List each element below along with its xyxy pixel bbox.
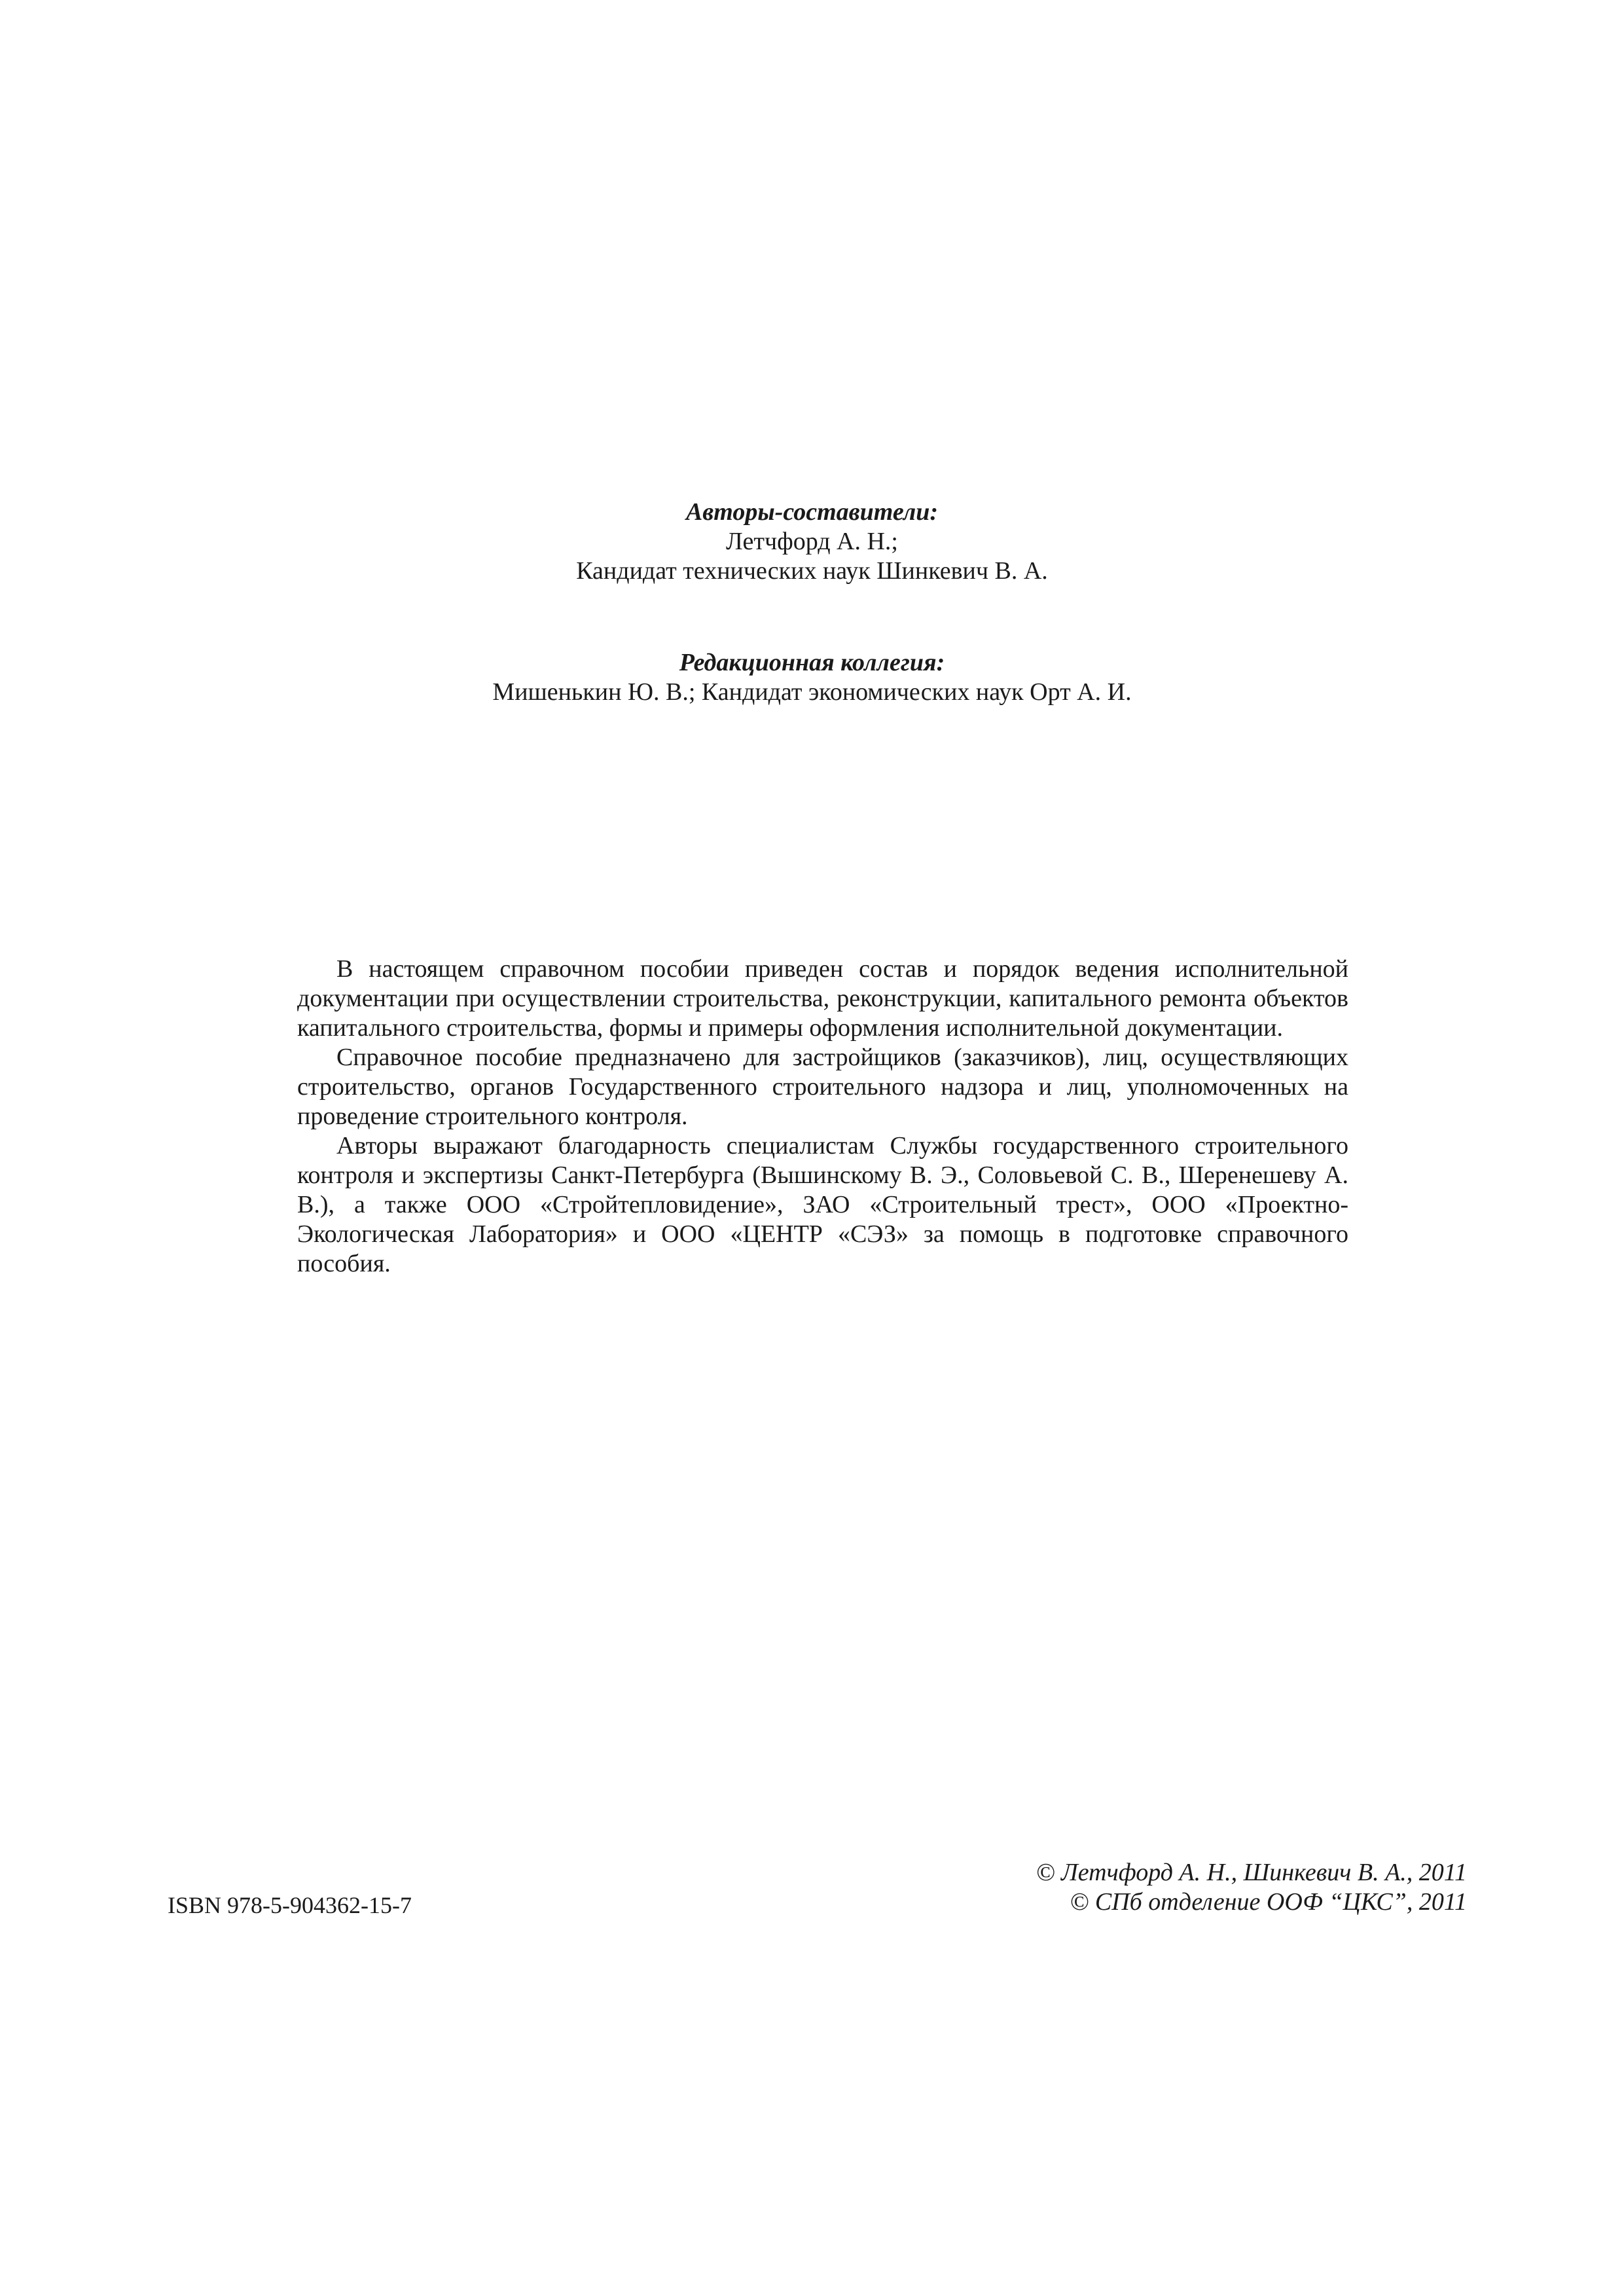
- abstract-paragraph: В настоящем справочном пособии приведен состав и порядок ведения исполнительной документации при осуществлении строительства, реконструкции, капитального ремонта объектов капитального строительства, формы и примеры оформления исполнительной документации.: [297, 955, 1348, 1042]
- authors-block: [0, 498, 1624, 586]
- editors-heading: Редакционная коллегия:: [679, 649, 945, 676]
- abstract-paragraph: Авторы выражают благодарность специалистам Службы государственного строительного контроля и экспертизы Санкт-Петербурга (Вышинскому В. Э., Соловьевой С. В., Шеренешеву А. В.), а также ООО «Стройтепловидение», ЗАО «Строительный трест», ООО «Проектно-Экологическая Лаборатория» и ООО «ЦЕНТР «СЭЗ» за помощь в подготовке справочного пособия.: [297, 1132, 1348, 1277]
- editor-line: Мишенькин Ю. В.; Кандидат экономических наук Орт А. И.: [492, 678, 1132, 706]
- copyright-line: © Летчфорд А. Н., Шинкевич В. А., 2011: [1036, 1859, 1467, 1886]
- authors-heading: Авторы-составители:: [685, 498, 939, 526]
- author-line: Кандидат технических наук Шинкевич В. А.: [576, 557, 1048, 585]
- copyright-line: © СПб отделение ООФ “ЦКС”, 2011: [1070, 1888, 1467, 1916]
- abstract-paragraph: Справочное пособие предназначено для застройщиков (заказчиков), лиц, осуществляющих строительство, органов Государственного строительного надзора и лиц, уполномоченных на проведение строительного контроля.: [297, 1044, 1348, 1130]
- abstract-text: [297, 955, 1348, 1279]
- author-line: Летчфорд А. Н.;: [726, 528, 898, 555]
- isbn-number: ISBN 978-5-904362-15-7: [168, 1892, 412, 1918]
- copyright-block: [1036, 1858, 1467, 1917]
- editors-block: [0, 648, 1624, 707]
